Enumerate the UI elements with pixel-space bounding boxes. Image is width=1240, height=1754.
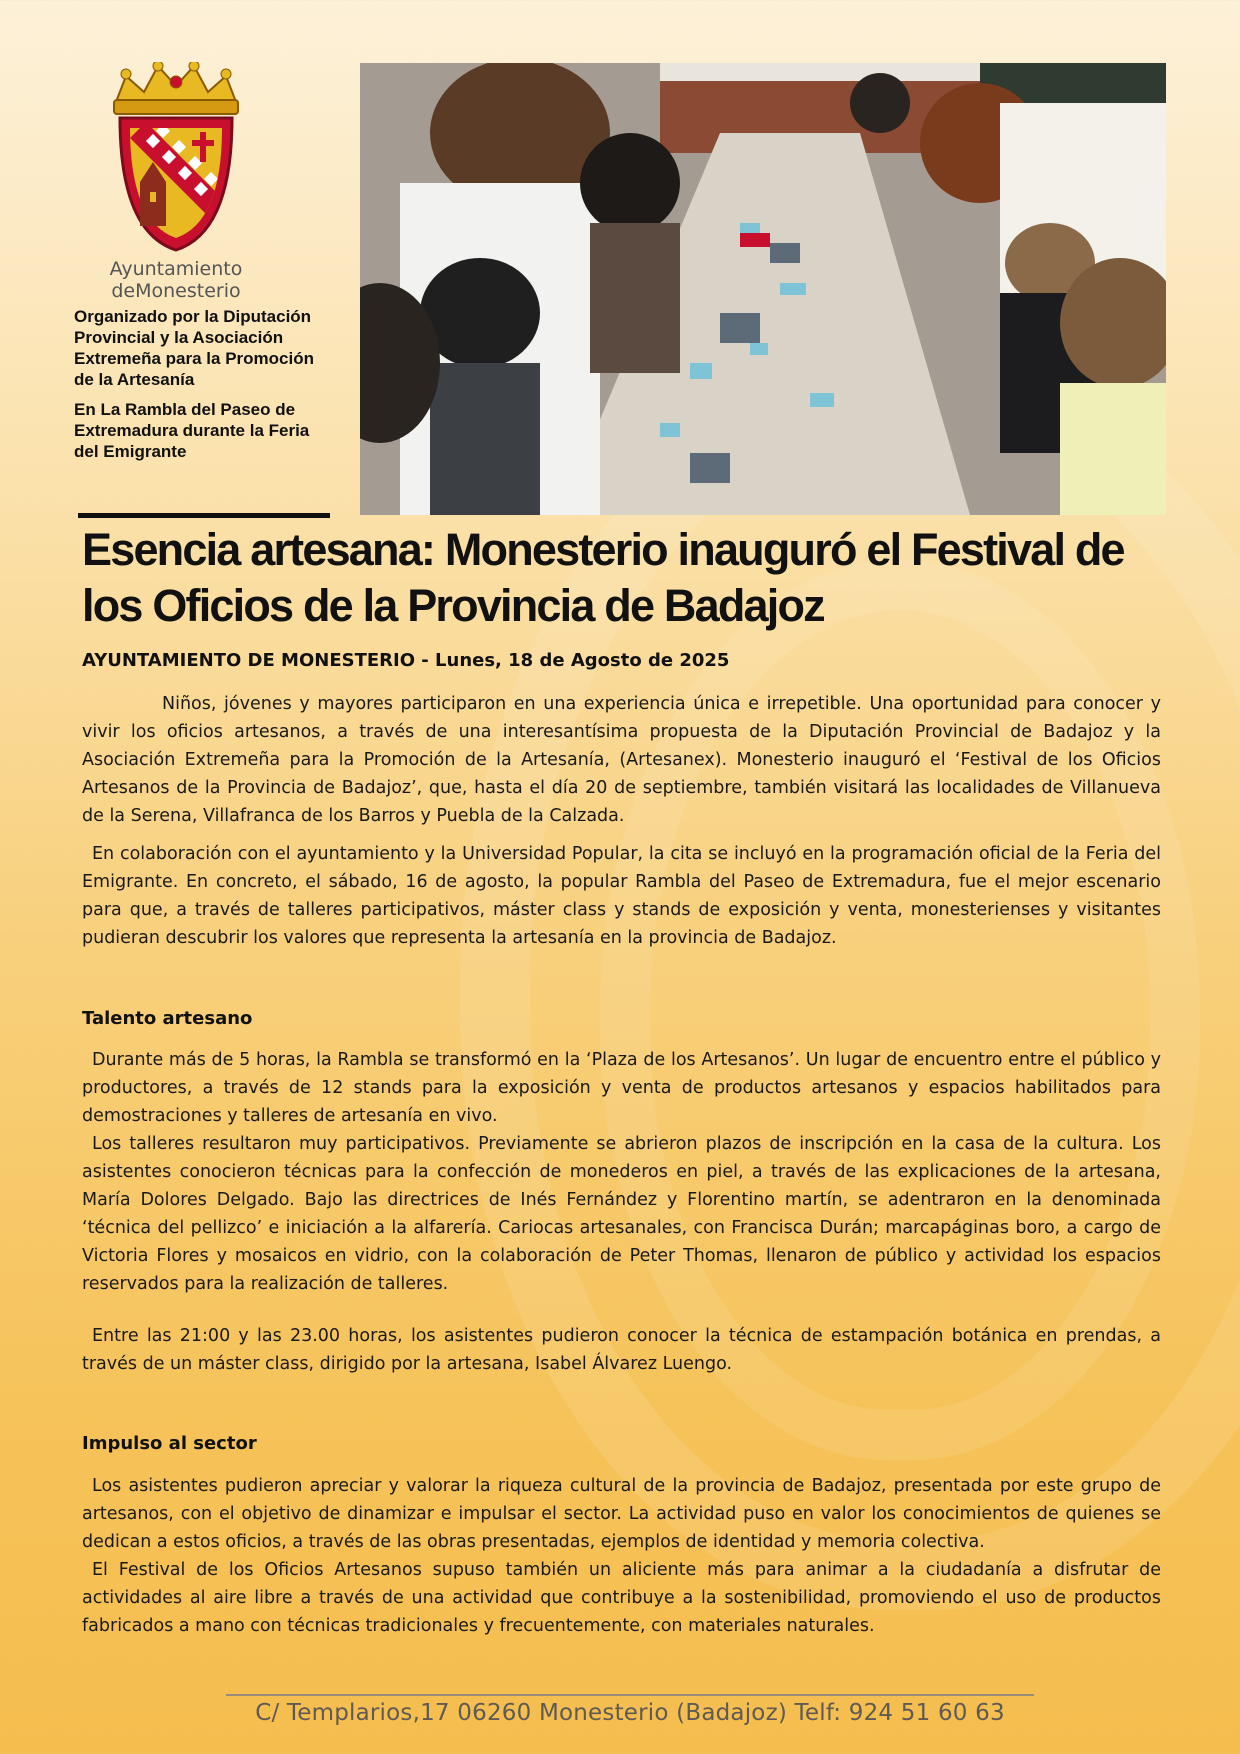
paragraph: Durante más de 5 horas, la Rambla se transformó en la ‘Plaza de los Artesanos’. Un lugar de encuentro entre el público y productores, a través de 12 stands para la exposición y venta de productos artesanos y espacios habilitados para demostraciones y talleres de artesanía en vivo. bbox=[82, 1050, 1161, 1126]
footer-rule bbox=[226, 1694, 1034, 1696]
logo-line-ayuntamiento: Ayuntamiento bbox=[109, 258, 243, 280]
location-note: En La Rambla del Paseo de Extremadura durante la Feria del Emigrante bbox=[74, 400, 310, 461]
municipal-logo bbox=[96, 62, 256, 302]
article-headline: Esencia artesana: Monesterio inauguró el Festival de los Oficios de la Provincia de Badajoz bbox=[82, 524, 1124, 631]
section-heading-talento: Talento artesano bbox=[82, 1008, 253, 1029]
paragraph: El Festival de los Oficios Artesanos supuso también un aliciente más para animar a la ciudadanía a disfrutar de actividades al aire libre a través de una actividad que contribuye a la sostenibilidad, promoviendo el uso de productos fabricados a mano con técnicas tradicionales y frecuentemente, con materiales naturales. bbox=[82, 1560, 1161, 1636]
logo-line-monesterio: deMonesterio bbox=[111, 280, 241, 302]
organizer-note: Organizado por la Diputación Provincial y la Asociación Extremeña para la Promoción de la Artesanía bbox=[74, 307, 314, 389]
headline-rule bbox=[78, 513, 330, 518]
article-dateline: AYUNTAMIENTO DE MONESTERIO - Lunes, 18 de Agosto de 2025 bbox=[82, 650, 730, 671]
paragraph: En colaboración con el ayuntamiento y la Universidad Popular, la cita se incluyó en la programación oficial de la Feria del Emigrante. En concreto, el sábado, 16 de agosto, la popular Rambla del Paseo de Extremadura, fue el mejor escenario para que, a través de talleres participativos, máster class y stands de exposición y venta, monesterienses y visitantes pudieran descubrir los valores que representa la artesanía en la provincia de Badajoz. bbox=[82, 844, 1161, 948]
workshop-photo bbox=[360, 63, 1166, 515]
footer-address: C/ Templarios,17 06260 Monesterio (Badajoz) Telf: 924 51 60 63 bbox=[255, 1700, 1005, 1726]
paragraph: Los talleres resultaron muy participativos. Previamente se abrieron plazos de inscripción en la casa de la cultura. Los asistentes conocieron técnicas para la confección de monederos en piel, a través de las explicaciones de la artesana, María Dolores Delgado. Bajo las directrices de Inés Fernández y Florentino martín, se adentraron en la denominada ‘técnica del pellizco’ e iniciación a la alfarería. Cariocas artesanales, con Francisca Durán; marcapáginas boro, a cargo de Victoria Flores y mosaicos en vidrio, con la colaboración de Peter Thomas, llenaron de público y actividad los espacios reservados para la realización de talleres. bbox=[82, 1134, 1161, 1294]
paragraph: Los asistentes pudieron apreciar y valorar la riqueza cultural de la provincia de Badajoz, presentada por este grupo de artesanos, con el objetivo de dinamizar e impulsar el sector. La actividad puso en valor los conocimientos de quienes se dedican a estos oficios, a través de las obras presentadas, ejemplos de identidad y memoria colectiva. bbox=[82, 1476, 1161, 1552]
paragraph: Entre las 21:00 y las 23.00 horas, los asistentes pudieron conocer la técnica de estampación botánica en prendas, a través de un máster class, dirigido por la artesana, Isabel Álvarez Luengo. bbox=[82, 1326, 1161, 1374]
section-heading-impulso: Impulso al sector bbox=[82, 1433, 257, 1454]
paragraph: Niños, jóvenes y mayores participaron en una experiencia única e irrepetible. Una oportunidad para conocer y vivir los oficios artesanos, a través de una interesantísima propuesta de la Diputación Provincial de Badajoz y la Asociación Extremeña para la Promoción de la Artesanía, (Artesanex). Monesterio inauguró el ‘Festival de los Oficios Artesanos de la Provincia de Badajoz’, que, hasta el día 20 de septiembre, también visitará las localidades de Villanueva de la Serena, Villafranca de los Barros y Puebla de la Calzada. bbox=[82, 694, 1161, 826]
coat-of-arms-icon bbox=[96, 62, 256, 254]
